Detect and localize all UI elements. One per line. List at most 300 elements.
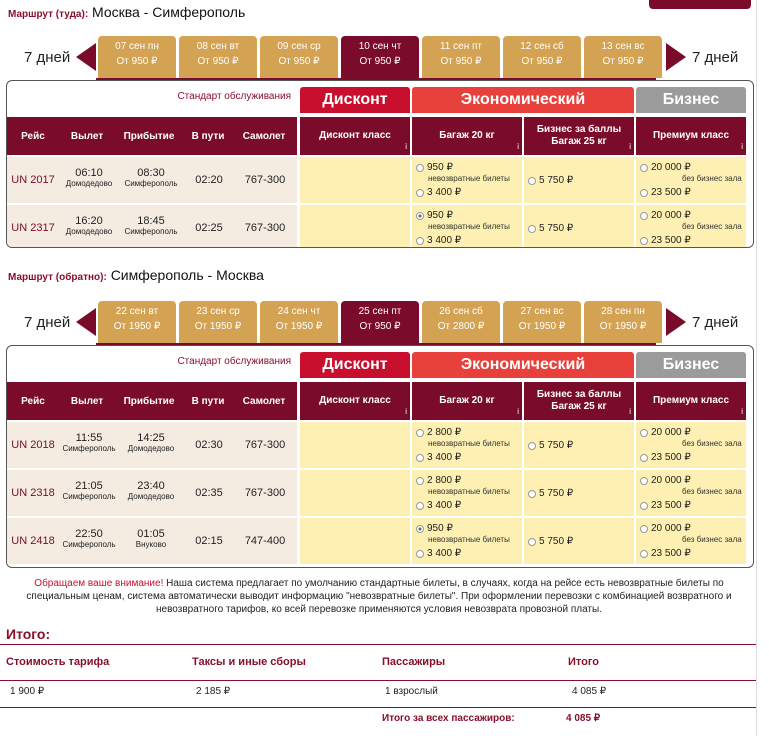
fare-price: 20 000 ₽ bbox=[651, 427, 691, 438]
departure-time: 11:55 bbox=[75, 432, 103, 444]
flight-row bbox=[7, 157, 754, 205]
flight-info bbox=[7, 205, 297, 248]
flight-number: UN 2018 bbox=[11, 439, 55, 451]
fare-price: 3 400 ₽ bbox=[427, 548, 462, 559]
radio-button[interactable] bbox=[528, 490, 536, 498]
fare-price: 23 500 ₽ bbox=[651, 452, 691, 463]
economy-points-cell bbox=[524, 518, 634, 564]
date-tab[interactable] bbox=[98, 36, 176, 78]
class-business-header: Бизнес bbox=[636, 87, 746, 113]
fare-option[interactable] bbox=[528, 175, 573, 186]
arrival bbox=[121, 167, 181, 188]
aircraft-type: 747-400 bbox=[244, 535, 286, 547]
radio-button[interactable] bbox=[416, 454, 424, 462]
totals-total: 4 085 ₽ bbox=[572, 686, 607, 697]
header-points-baggage-25 bbox=[524, 382, 634, 420]
fare-option[interactable] bbox=[640, 475, 691, 486]
totals-rule-top bbox=[0, 644, 756, 645]
date-tab-price: От 950 ₽ bbox=[602, 56, 644, 67]
prev-week-button[interactable] bbox=[24, 36, 96, 78]
date-tab-weekday: вс bbox=[553, 306, 564, 317]
radio-button[interactable] bbox=[528, 225, 536, 233]
date-tab-date bbox=[584, 306, 662, 317]
date-tab-date bbox=[503, 306, 581, 317]
next-week-button[interactable] bbox=[666, 301, 738, 343]
service-standard-label: Стандарт обслуживания bbox=[177, 91, 291, 102]
info-icon[interactable]: i bbox=[405, 407, 407, 416]
totals-title: Итого: bbox=[6, 626, 51, 642]
header-baggage-20 bbox=[412, 117, 522, 155]
radio-button[interactable] bbox=[416, 212, 424, 220]
fare-option[interactable] bbox=[528, 488, 573, 499]
economy-points-cell bbox=[524, 422, 634, 468]
arrow-left-icon bbox=[76, 43, 96, 71]
header-points-baggage-25-label: Бизнес за баллы Багаж 25 кг bbox=[536, 124, 622, 147]
header-premium-class bbox=[636, 382, 746, 420]
header-premium-class-label: Премиум класс bbox=[652, 130, 730, 141]
arrival-time: 18:45 bbox=[137, 215, 165, 227]
radio-button[interactable] bbox=[640, 454, 648, 462]
flight-row bbox=[7, 422, 754, 470]
arrival-airport: Домодедово bbox=[127, 492, 175, 501]
date-tab[interactable] bbox=[179, 301, 257, 343]
flight-row bbox=[7, 205, 754, 248]
flight-info bbox=[7, 157, 297, 203]
fare-option[interactable] bbox=[640, 452, 691, 463]
header-departure: Вылет bbox=[70, 131, 104, 142]
arrival-airport: Внуково bbox=[135, 540, 167, 549]
date-tab-price: От 1950 ₽ bbox=[518, 321, 566, 332]
date-tab-weekday: пт bbox=[391, 306, 402, 317]
discount-cell bbox=[300, 205, 410, 248]
economy-points-cell bbox=[524, 205, 634, 248]
totals-rule-mid bbox=[0, 680, 756, 681]
flight-duration: 02:35 bbox=[195, 487, 223, 499]
date-tab-date bbox=[179, 41, 257, 52]
fare-option[interactable] bbox=[416, 210, 453, 221]
date-tab[interactable] bbox=[98, 301, 176, 343]
aircraft-type: 767-300 bbox=[244, 222, 286, 234]
fare-option[interactable] bbox=[416, 523, 453, 534]
fare-option[interactable] bbox=[528, 223, 573, 234]
arrival-airport: Симферополь bbox=[124, 179, 178, 188]
date-tab-weekday: сб bbox=[472, 306, 483, 317]
header-premium-class-label: Премиум класс bbox=[652, 395, 730, 406]
flight-duration: 02:30 bbox=[195, 439, 223, 451]
date-tab[interactable] bbox=[341, 36, 419, 78]
fare-price: 20 000 ₽ bbox=[651, 475, 691, 486]
date-tab-day: 25 сен bbox=[358, 306, 389, 317]
class-discount-header: Дисконт bbox=[300, 352, 410, 378]
column-headers bbox=[7, 117, 297, 155]
totals-fare: 1 900 ₽ bbox=[10, 686, 45, 697]
date-tab-day: 07 сен bbox=[115, 41, 146, 52]
header-premium-class bbox=[636, 117, 746, 155]
economy-baggage-cell bbox=[412, 470, 522, 516]
fare-price: 23 500 ₽ bbox=[651, 235, 691, 246]
fare-price: 5 750 ₽ bbox=[539, 488, 574, 499]
date-tab-weekday: вс bbox=[634, 41, 645, 52]
date-tab-price: От 1950 ₽ bbox=[275, 321, 323, 332]
fare-note: без бизнес зала bbox=[682, 487, 742, 496]
flight-duration: 02:20 bbox=[195, 174, 223, 186]
fare-price: 5 750 ₽ bbox=[539, 440, 574, 451]
date-tab-day: 08 сен bbox=[196, 41, 227, 52]
next-week-button[interactable] bbox=[666, 36, 738, 78]
departure-airport: Симферополь bbox=[62, 444, 116, 453]
flight-duration: 02:25 bbox=[195, 222, 223, 234]
inbound-date-strip bbox=[0, 301, 769, 343]
info-icon[interactable]: i bbox=[629, 142, 631, 151]
economy-points-cell bbox=[524, 157, 634, 203]
fare-option[interactable] bbox=[416, 162, 453, 173]
fare-note: без бизнес зала bbox=[682, 535, 742, 544]
date-tab-price: От 950 ₽ bbox=[440, 56, 482, 67]
fare-note: без бизнес зала bbox=[682, 174, 742, 183]
radio-button[interactable] bbox=[416, 189, 424, 197]
business-cell bbox=[636, 157, 746, 203]
date-tab[interactable] bbox=[260, 36, 338, 78]
fare-option[interactable] bbox=[640, 500, 691, 511]
info-icon[interactable]: i bbox=[405, 142, 407, 151]
arrow-right-icon bbox=[666, 308, 686, 336]
header-baggage-20-label: Багаж 20 кг bbox=[439, 130, 495, 141]
date-tab[interactable] bbox=[341, 301, 419, 343]
radio-button[interactable] bbox=[640, 477, 648, 485]
date-tab-day: 10 сен bbox=[358, 41, 389, 52]
header-points-baggage-25 bbox=[524, 117, 634, 155]
fare-option[interactable] bbox=[528, 536, 573, 547]
fare-option[interactable] bbox=[416, 235, 461, 246]
date-tab-weekday: чт bbox=[391, 41, 402, 52]
header-arrival: Прибытие bbox=[123, 396, 175, 407]
flight-info bbox=[7, 422, 297, 468]
business-cell bbox=[636, 470, 746, 516]
date-tab-day: 23 сен bbox=[196, 306, 227, 317]
header-departure: Вылет bbox=[70, 396, 104, 407]
date-tab-date bbox=[341, 306, 419, 317]
fare-price: 3 400 ₽ bbox=[427, 187, 462, 198]
radio-button[interactable] bbox=[416, 550, 424, 558]
date-tab-price: От 1950 ₽ bbox=[113, 321, 161, 332]
arrival-time: 08:30 bbox=[137, 167, 165, 179]
date-tab[interactable] bbox=[584, 301, 662, 343]
discount-cell bbox=[300, 518, 410, 564]
flight-duration: 02:15 bbox=[195, 535, 223, 547]
date-tab-date bbox=[179, 306, 257, 317]
date-tab-weekday: чт bbox=[310, 306, 321, 317]
header-flight: Рейс bbox=[21, 131, 45, 142]
fare-price: 950 ₽ bbox=[427, 523, 453, 534]
departure-airport: Симферополь bbox=[62, 492, 116, 501]
fare-price: 23 500 ₽ bbox=[651, 187, 691, 198]
radio-button[interactable] bbox=[640, 237, 648, 245]
fare-option[interactable] bbox=[640, 210, 691, 221]
fare-price: 5 750 ₽ bbox=[539, 536, 574, 547]
departure-airport: Симферополь bbox=[62, 540, 116, 549]
header-discount-class-label: Дисконт класс bbox=[319, 130, 391, 141]
radio-button[interactable] bbox=[640, 525, 648, 533]
departure-airport: Домодедово bbox=[65, 227, 113, 236]
fare-price: 23 500 ₽ bbox=[651, 500, 691, 511]
arrival bbox=[121, 480, 181, 501]
departure-time: 22:50 bbox=[75, 528, 103, 540]
flight-info bbox=[7, 518, 297, 564]
fare-price: 2 800 ₽ bbox=[427, 427, 462, 438]
date-tab-price: От 950 ₽ bbox=[197, 56, 239, 67]
radio-button[interactable] bbox=[640, 189, 648, 197]
radio-button[interactable] bbox=[528, 538, 536, 546]
flight-number: UN 2418 bbox=[11, 535, 55, 547]
fare-price: 3 400 ₽ bbox=[427, 235, 462, 246]
discount-cell bbox=[300, 470, 410, 516]
date-tab-price: От 950 ₽ bbox=[521, 56, 563, 67]
radio-button[interactable] bbox=[640, 550, 648, 558]
date-tab-weekday: пт bbox=[472, 41, 483, 52]
departure bbox=[57, 167, 121, 188]
fare-option[interactable] bbox=[416, 500, 461, 511]
radio-button[interactable] bbox=[416, 164, 424, 172]
fare-option[interactable] bbox=[416, 475, 461, 486]
header-discount-class-label: Дисконт класс bbox=[319, 395, 391, 406]
date-tab-day: 28 сен bbox=[601, 306, 632, 317]
radio-button[interactable] bbox=[640, 164, 648, 172]
fare-price: 20 000 ₽ bbox=[651, 210, 691, 221]
departure-time: 21:05 bbox=[75, 480, 103, 492]
flight-row bbox=[7, 470, 754, 518]
arrow-left-icon bbox=[76, 308, 96, 336]
info-icon[interactable]: i bbox=[741, 142, 743, 151]
departure-time: 16:20 bbox=[75, 215, 103, 227]
date-tab-date bbox=[584, 41, 662, 52]
radio-button[interactable] bbox=[416, 429, 424, 437]
fare-price: 5 750 ₽ bbox=[539, 223, 574, 234]
arrival-airport: Домодедово bbox=[127, 444, 175, 453]
date-tab-weekday: ср bbox=[310, 41, 321, 52]
date-tab-day: 24 сен bbox=[277, 306, 308, 317]
date-tab-price: От 950 ₽ bbox=[116, 56, 158, 67]
radio-button[interactable] bbox=[416, 525, 424, 533]
totals-rule-bottom bbox=[0, 707, 756, 708]
inbound-route: Симферополь - Москва bbox=[110, 267, 264, 283]
fare-option[interactable] bbox=[416, 452, 461, 463]
radio-button[interactable] bbox=[416, 502, 424, 510]
inbound-fare-table bbox=[6, 345, 754, 568]
date-tab-date bbox=[260, 41, 338, 52]
inbound-route-title bbox=[8, 267, 264, 283]
fare-price: 20 000 ₽ bbox=[651, 162, 691, 173]
class-header-row bbox=[7, 346, 754, 378]
fare-option[interactable] bbox=[416, 187, 461, 198]
info-icon[interactable]: i bbox=[517, 142, 519, 151]
outbound-route-label: Маршрут (туда): bbox=[8, 9, 89, 20]
fare-price: 5 750 ₽ bbox=[539, 175, 574, 186]
class-business-header: Бизнес bbox=[636, 352, 746, 378]
date-tab-price: От 950 ₽ bbox=[278, 56, 320, 67]
prev-week-button[interactable] bbox=[24, 301, 96, 343]
class-economy-header: Экономический bbox=[412, 352, 634, 378]
header-duration: В пути bbox=[191, 396, 225, 407]
discount-cell bbox=[300, 157, 410, 203]
fare-price: 950 ₽ bbox=[427, 162, 453, 173]
date-tab-day: 13 сен bbox=[601, 41, 632, 52]
business-cell bbox=[636, 422, 746, 468]
grand-total-label: Итого за всех пассажиров: bbox=[382, 713, 515, 724]
outbound-route: Москва - Симферополь bbox=[92, 4, 246, 20]
fare-note: невозвратные билеты bbox=[428, 535, 510, 544]
date-tab[interactable] bbox=[422, 36, 500, 78]
fare-price: 3 400 ₽ bbox=[427, 452, 462, 463]
date-tab[interactable] bbox=[503, 301, 581, 343]
economy-baggage-cell bbox=[412, 157, 522, 203]
outbound-fare-table bbox=[6, 80, 754, 248]
date-tab-day: 22 сен bbox=[115, 306, 146, 317]
next-week-label: 7 дней bbox=[692, 48, 739, 66]
prev-week-label: 7 дней bbox=[24, 48, 71, 66]
fare-note: без бизнес зала bbox=[682, 222, 742, 231]
date-tab-price: От 950 ₽ bbox=[359, 56, 401, 67]
economy-baggage-cell bbox=[412, 205, 522, 248]
fare-option[interactable] bbox=[416, 548, 461, 559]
arrival-time: 01:05 bbox=[137, 528, 165, 540]
flight-number: UN 2318 bbox=[11, 487, 55, 499]
date-tab[interactable] bbox=[179, 36, 257, 78]
column-headers bbox=[7, 382, 297, 420]
departure bbox=[57, 215, 121, 236]
date-tab-day: 11 сен bbox=[439, 41, 470, 52]
fare-option[interactable] bbox=[640, 548, 691, 559]
arrow-right-icon bbox=[666, 43, 686, 71]
fare-note: невозвратные билеты bbox=[428, 222, 510, 231]
arrival bbox=[121, 215, 181, 236]
outbound-route-title bbox=[8, 4, 245, 20]
date-tab[interactable] bbox=[584, 36, 662, 78]
date-tab-date bbox=[341, 41, 419, 52]
header-flight: Рейс bbox=[21, 396, 45, 407]
fare-note: невозвратные билеты bbox=[428, 174, 510, 183]
radio-button[interactable] bbox=[528, 442, 536, 450]
fare-price: 20 000 ₽ bbox=[651, 523, 691, 534]
totals-header-tax: Таксы и иные сборы bbox=[192, 656, 306, 668]
totals-pax: 1 взрослый bbox=[385, 686, 438, 697]
fare-option[interactable] bbox=[528, 440, 573, 451]
header-aircraft: Самолет bbox=[242, 131, 286, 142]
info-icon[interactable]: i bbox=[741, 407, 743, 416]
date-tab-day: 09 сен bbox=[277, 41, 308, 52]
date-tab-day: 12 сен bbox=[520, 41, 551, 52]
flight-number: UN 2017 bbox=[11, 174, 55, 186]
flight-info bbox=[7, 470, 297, 516]
radio-button[interactable] bbox=[640, 429, 648, 437]
discount-cell bbox=[300, 422, 410, 468]
date-tab-price: От 1950 ₽ bbox=[194, 321, 242, 332]
class-economy-header: Экономический bbox=[412, 87, 634, 113]
date-tab-date bbox=[98, 41, 176, 52]
fare-option[interactable] bbox=[640, 187, 691, 198]
fare-price: 950 ₽ bbox=[427, 210, 453, 221]
fare-option[interactable] bbox=[640, 235, 691, 246]
info-icon[interactable]: i bbox=[517, 407, 519, 416]
notice-warning: Обращаем ваше внимание! bbox=[34, 578, 164, 589]
business-cell bbox=[636, 205, 746, 248]
date-tab[interactable] bbox=[422, 301, 500, 343]
date-tab-date bbox=[422, 41, 500, 52]
date-tab-weekday: вт bbox=[229, 41, 240, 52]
next-week-label: 7 дней bbox=[692, 313, 739, 331]
departure bbox=[57, 528, 121, 549]
date-tab-weekday: ср bbox=[229, 306, 240, 317]
header-aircraft: Самолет bbox=[242, 396, 286, 407]
top-tab bbox=[649, 0, 751, 9]
arrival-time: 23:40 bbox=[137, 480, 165, 492]
date-tab-weekday: вт bbox=[148, 306, 159, 317]
header-baggage-20 bbox=[412, 382, 522, 420]
notice bbox=[6, 577, 752, 616]
economy-baggage-cell bbox=[412, 422, 522, 468]
fare-option[interactable] bbox=[640, 523, 691, 534]
fare-price: 3 400 ₽ bbox=[427, 500, 462, 511]
inbound-route-label: Маршрут (обратно): bbox=[8, 272, 107, 283]
service-standard-label: Стандарт обслуживания bbox=[177, 356, 291, 367]
date-tab-price: От 1950 ₽ bbox=[599, 321, 647, 332]
arrival bbox=[121, 528, 181, 549]
date-tab[interactable] bbox=[503, 36, 581, 78]
aircraft-type: 767-300 bbox=[244, 174, 286, 186]
date-tab-weekday: пн bbox=[147, 41, 159, 52]
date-tab-date bbox=[260, 306, 338, 317]
totals-header-pax: Пассажиры bbox=[382, 656, 446, 668]
date-tab-weekday: сб bbox=[553, 41, 564, 52]
header-points-baggage-25-label: Бизнес за баллы Багаж 25 кг bbox=[536, 389, 622, 412]
departure-airport: Домодедово bbox=[65, 179, 113, 188]
fare-option[interactable] bbox=[640, 162, 691, 173]
right-rule bbox=[756, 0, 757, 736]
arrival bbox=[121, 432, 181, 453]
header-baggage-20-label: Багаж 20 кг bbox=[439, 395, 495, 406]
fare-option[interactable] bbox=[640, 427, 691, 438]
header-discount-class bbox=[300, 382, 410, 420]
date-tab-price: От 2800 ₽ bbox=[437, 321, 485, 332]
fare-note: без бизнес зала bbox=[682, 439, 742, 448]
prev-week-label: 7 дней bbox=[24, 313, 71, 331]
totals-header-total: Итого bbox=[568, 656, 600, 668]
fare-note: невозвратные билеты bbox=[428, 439, 510, 448]
header-discount-class bbox=[300, 117, 410, 155]
departure-time: 06:10 bbox=[75, 167, 103, 179]
economy-points-cell bbox=[524, 470, 634, 516]
grand-total-value: 4 085 ₽ bbox=[566, 713, 601, 724]
aircraft-type: 767-300 bbox=[244, 487, 286, 499]
fare-option[interactable] bbox=[416, 427, 461, 438]
radio-button[interactable] bbox=[528, 177, 536, 185]
date-tab[interactable] bbox=[260, 301, 338, 343]
flight-number: UN 2317 bbox=[11, 222, 55, 234]
economy-baggage-cell bbox=[412, 518, 522, 564]
radio-button[interactable] bbox=[416, 237, 424, 245]
notice-text: Наша система предлагает по умолчанию стандартные билеты, в случаях, когда на рейсе есть невозвратные билеты по специальным ценам, система автоматически выводит информацию "невозвратные билеты". При оформлении перевозки с комбинацией возвратного и невозвратного тарифов, ко всей перевозке применяются условия невозврата провозной платы. bbox=[26, 578, 732, 615]
class-header-row bbox=[7, 81, 754, 113]
totals-header-fare: Стоимость тарифа bbox=[6, 656, 110, 668]
radio-button[interactable] bbox=[640, 502, 648, 510]
aircraft-type: 767-300 bbox=[244, 439, 286, 451]
departure bbox=[57, 432, 121, 453]
totals-tax: 2 185 ₽ bbox=[196, 686, 231, 697]
arrival-time: 14:25 bbox=[137, 432, 165, 444]
radio-button[interactable] bbox=[640, 212, 648, 220]
radio-button[interactable] bbox=[416, 477, 424, 485]
info-icon[interactable]: i bbox=[629, 407, 631, 416]
fare-price: 2 800 ₽ bbox=[427, 475, 462, 486]
